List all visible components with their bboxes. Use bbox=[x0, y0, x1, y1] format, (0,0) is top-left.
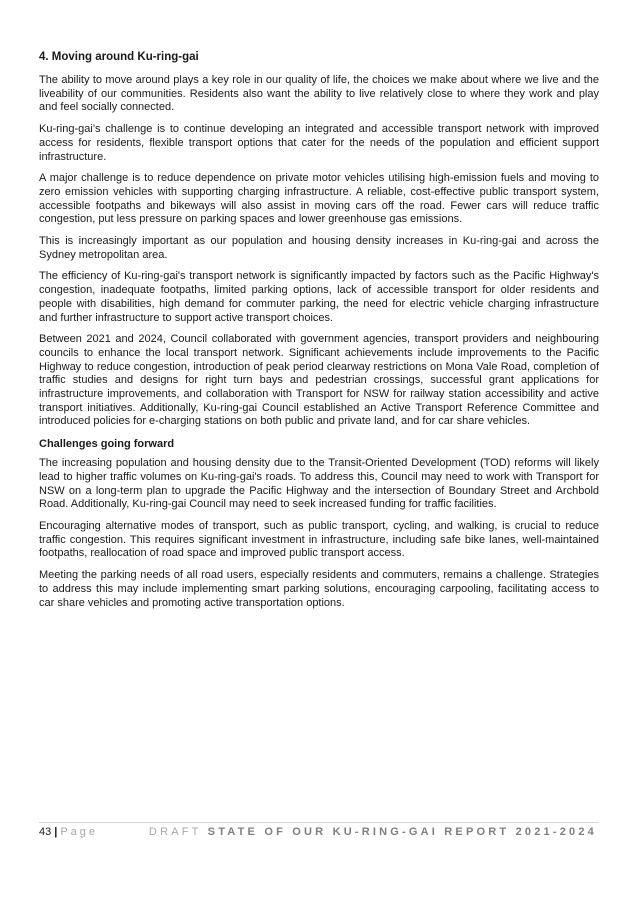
paragraph: Between 2021 and 2024, Council collaborated with government agencies, transport providers and neighbouring councils to enhance the local transport network. Significant achievements include improvements to the Pacific Highway to reduce congestion, introduction of peak period clearway restrictions on Mona Vale Road, completion of traffic studies and designs for right turn bays and pedestrian crossings, successful grant applications for infrastructure improvements, and collaboration with Transport for NSW for railway station accessibility and active transport initiatives. Additionally, Ku-ring-gai Council established an Active Transport Reference Committee and introduced policies for e-charging stations on both public and private land, and for car share vehicles. bbox=[39, 333, 599, 428]
paragraph: Ku-ring-gai’s challenge is to continue developing an integrated and accessible transport network with improved access for residents, flexible transport options that cater for the needs of the population and efficient support infrastructure. bbox=[39, 123, 599, 163]
draft-label: DRAFT bbox=[148, 826, 202, 838]
page-label: Page bbox=[60, 826, 99, 838]
paragraph: The ability to move around plays a key role in our quality of life, the choices we make about where we live and the liveability of our communities. Residents also want the ability to live relatively close to where they work and play and feel socially connected. bbox=[39, 74, 599, 114]
page-number: 43 bbox=[39, 826, 52, 838]
paragraph: The increasing population and housing density due to the Transit-Oriented Development (TOD) reforms will likely lead to higher traffic volumes on Ku-ring-gai's roads. To address this, Council may need to work with Transport for NSW on a long-term plan to upgrade the Pacific Highway and the intersection of Boundary Street and Archbold Road. Additionally, Ku-ring-gai Council may need to seek increased funding for traffic facilities. bbox=[39, 457, 599, 511]
report-title: STATE OF OUR KU-RING-GAI REPORT 2021-2024 bbox=[207, 826, 597, 838]
paragraph: The efficiency of Ku-ring-gai's transport network is significantly impacted by factors such as the Pacific Highway's congestion, inadequate footpaths, limited parking options, lack of accessible transport for older residents and people with disabilities, high demand for commuter parking, the need for electric vehicle charging infrastructure and further infrastructure to support active transport choices. bbox=[39, 270, 599, 324]
footer-separator: | bbox=[54, 826, 58, 838]
paragraph: Meeting the parking needs of all road users, especially residents and commuters, remains a challenge. Strategies to address this may include implementing smart parking solutions, encouraging carpooling, facilitating access to car share vehicles and promoting active transportation options. bbox=[39, 569, 599, 609]
paragraph: A major challenge is to reduce dependence on private motor vehicles utilising high-emission fuels and moving to zero emission vehicles with supporting charging infrastructure. A reliable, cost-effective public transport system, accessible footpaths and bikeways will also assist in moving cars off the road. Fewer cars will reduce traffic congestion, put less pressure on parking spaces and lower greenhouse gas emissions. bbox=[39, 172, 599, 226]
section-title: 4. Moving around Ku-ring-gai bbox=[39, 51, 199, 63]
page-footer bbox=[39, 822, 599, 841]
paragraph: This is increasingly important as our population and housing density increases in Ku-ring-gai and across the Sydney metropolitan area. bbox=[39, 235, 599, 261]
challenges-heading: Challenges going forward bbox=[39, 438, 175, 451]
page-content bbox=[39, 50, 599, 618]
paragraph: Encouraging alternative modes of transport, such as public transport, cycling, and walking, is crucial to reduce traffic congestion. This requires significant investment in infrastructure, including safe bike lanes, well-maintained footpaths, reallocation of road space and improved public transport access. bbox=[39, 519, 599, 560]
footer-report-title bbox=[149, 825, 597, 839]
